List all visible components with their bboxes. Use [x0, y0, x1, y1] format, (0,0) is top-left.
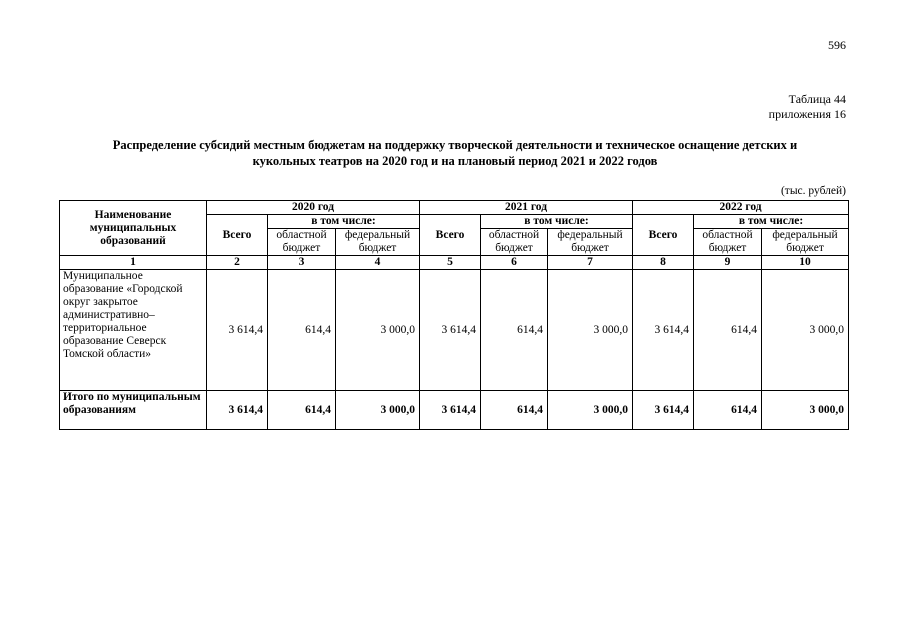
page-number: 596: [828, 38, 846, 52]
header-including-2021: в том числе:: [481, 215, 633, 229]
column-number: 10: [762, 256, 849, 270]
column-number: 1: [60, 256, 207, 270]
header-regional-2021: областной бюджет: [481, 229, 548, 256]
value-cell: 3 614,4: [633, 270, 694, 391]
total-value-cell: 614,4: [694, 391, 762, 430]
value-cell: 3 000,0: [548, 270, 633, 391]
value-cell: 614,4: [694, 270, 762, 391]
column-number: 3: [268, 256, 336, 270]
value-cell: 614,4: [481, 270, 548, 391]
total-value-cell: 3 614,4: [420, 391, 481, 430]
column-number: 6: [481, 256, 548, 270]
subsidy-table: [59, 200, 849, 430]
municipality-name: Муниципальное образование «Городской округ закрытое административно–территориальное образование Северск Томской области»: [60, 270, 207, 391]
total-value-cell: 3 000,0: [336, 391, 420, 430]
value-cell: 3 000,0: [336, 270, 420, 391]
column-number: 8: [633, 256, 694, 270]
header-federal-2022: федеральный бюджет: [762, 229, 849, 256]
total-value-cell: 3 000,0: [762, 391, 849, 430]
document-title-line2: кукольных театров на 2020 год и на плановый период 2021 и 2022 годов: [252, 154, 658, 168]
column-number: 2: [207, 256, 268, 270]
value-cell: 614,4: [268, 270, 336, 391]
header-name-column: Наименование муниципальных образований: [60, 201, 207, 256]
header-row-years: [60, 201, 849, 215]
column-number: 7: [548, 256, 633, 270]
units-label: (тыс. рублей): [780, 185, 846, 197]
total-value-cell: 3 000,0: [548, 391, 633, 430]
header-year-2021: 2021 год: [420, 201, 633, 215]
total-value-cell: 614,4: [481, 391, 548, 430]
header-total-2022: Всего: [633, 215, 694, 256]
value-cell: 3 614,4: [420, 270, 481, 391]
total-value-cell: 614,4: [268, 391, 336, 430]
total-value-cell: 3 614,4: [633, 391, 694, 430]
table-reference-line1: Таблица 44: [788, 92, 846, 106]
total-label: Итого по муниципальным образованиям: [60, 391, 207, 430]
header-federal-2021: федеральный бюджет: [548, 229, 633, 256]
header-regional-2022: областной бюджет: [694, 229, 762, 256]
header-including-2020: в том числе:: [268, 215, 420, 229]
table-reference-line2: приложения 16: [768, 107, 846, 121]
header-including-2022: в том числе:: [694, 215, 849, 229]
document-title: [60, 137, 850, 169]
header-federal-2020: федеральный бюджет: [336, 229, 420, 256]
column-number-row: [60, 256, 849, 270]
header-total-2021: Всего: [420, 215, 481, 256]
value-cell: 3 000,0: [762, 270, 849, 391]
column-number: 5: [420, 256, 481, 270]
document-title-line1: Распределение субсидий местным бюджетам на поддержку творческой деятельности и техническое оснащение детских и: [112, 138, 798, 152]
header-year-2020: 2020 год: [207, 201, 420, 215]
column-number: 4: [336, 256, 420, 270]
header-regional-2020: областной бюджет: [268, 229, 336, 256]
total-row: [60, 391, 849, 430]
column-number: 9: [694, 256, 762, 270]
table-row: [60, 270, 849, 391]
total-value-cell: 3 614,4: [207, 391, 268, 430]
header-year-2022: 2022 год: [633, 201, 849, 215]
value-cell: 3 614,4: [207, 270, 268, 391]
header-total-2020: Всего: [207, 215, 268, 256]
table-reference: [640, 92, 846, 122]
